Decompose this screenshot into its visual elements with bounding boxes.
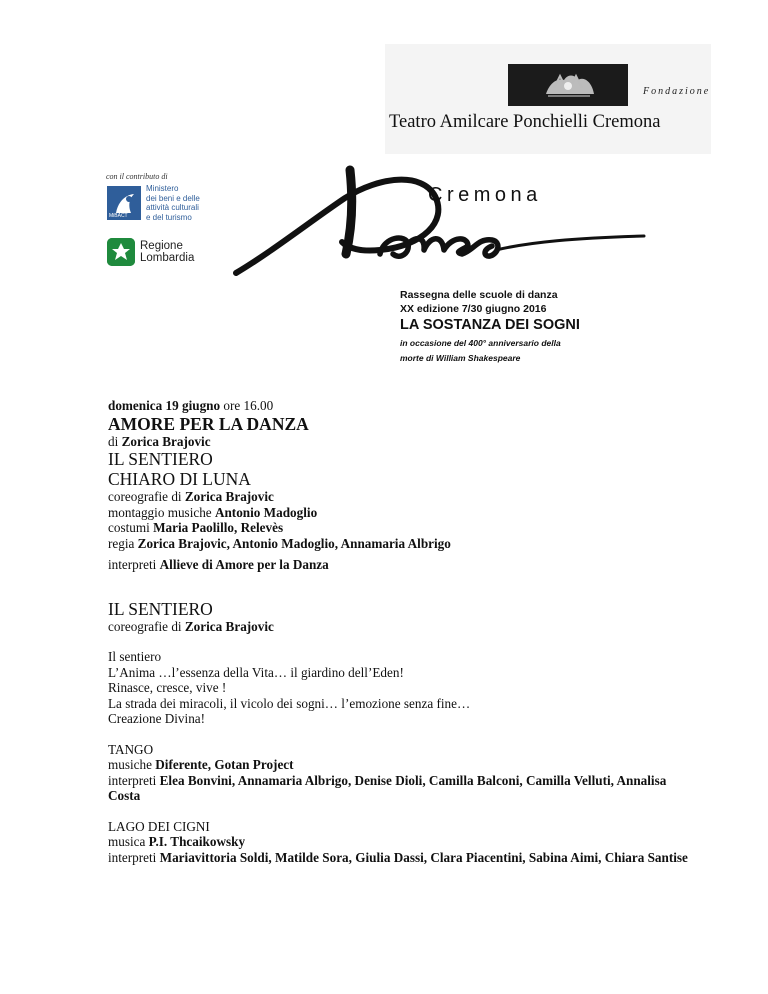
credit-line bbox=[108, 536, 688, 552]
regione-line: Lombardia bbox=[140, 252, 195, 264]
theme-title: LA SOSTANZA DEI SOGNI bbox=[400, 317, 580, 333]
credit-label: costumi bbox=[108, 520, 154, 535]
teatro-name: Teatro Amilcare Ponchielli Cremona bbox=[389, 112, 661, 132]
credit-label: montaggio musiche bbox=[108, 504, 215, 520]
regione-line: Regione bbox=[140, 240, 183, 252]
credit-line bbox=[108, 505, 688, 521]
lago-title: LAGO DEI CIGNI bbox=[108, 818, 210, 834]
occasione-line: morte di William Shakespeare bbox=[400, 353, 521, 363]
ministero-line: Ministero bbox=[146, 184, 179, 193]
occasione-text bbox=[400, 336, 650, 366]
credit-line bbox=[108, 489, 688, 505]
tango-interpreti bbox=[108, 773, 688, 804]
musiche-value: Diferente, Gotan Project bbox=[155, 757, 294, 772]
ministero-line: attività culturali bbox=[146, 203, 199, 213]
company-title: AMORE PER LA DANZA bbox=[108, 413, 309, 434]
interpreti-value: Mariavittoria Soldi, Matilde Sora, Giulia Dassi, Clara Piacentini, Sabina Aimi, Chiara Santise bbox=[159, 849, 688, 865]
ministero-text bbox=[146, 184, 200, 222]
interpreti-label: interpreti bbox=[108, 772, 160, 788]
interpreti-value: Elea Bonvini, Annamaria Albrigo, Denise Dioli, Camilla Balconi, Camilla Velluti, Annalisa Costa bbox=[108, 772, 667, 803]
poem-line: Rinasce, cresce, vive ! bbox=[108, 680, 227, 695]
regione-text bbox=[140, 240, 194, 264]
poem-line: L’Anima …l’essenza della Vita… il giardino dell’Eden! bbox=[108, 664, 404, 680]
edizione-line: XX edizione 7/30 giugno 2016 bbox=[400, 303, 547, 315]
teatro-crest-logo bbox=[508, 64, 628, 106]
tango-title: TANGO bbox=[108, 741, 154, 757]
author-name: Zorica Brajovic bbox=[121, 433, 211, 449]
regione-lombardia-logo bbox=[107, 238, 135, 266]
credit-value: Maria Paolillo, Relevès bbox=[153, 520, 284, 535]
piece-title: IL SENTIERO bbox=[108, 449, 213, 469]
mibact-logo bbox=[107, 186, 141, 220]
occasione-line: in occasione del 400° anniversario della bbox=[400, 338, 561, 348]
event-time: ore 16.00 bbox=[220, 398, 274, 413]
cremona-word: Cremona bbox=[428, 184, 542, 206]
interpreti-line bbox=[108, 557, 688, 573]
event-date bbox=[108, 398, 688, 414]
credit-label: coreografie di bbox=[108, 489, 185, 504]
credit-value: Antonio Madoglio bbox=[214, 504, 318, 520]
credit-line bbox=[108, 520, 688, 536]
coreo-label: coreografie di bbox=[108, 618, 185, 634]
poem-line: Il sentiero bbox=[108, 649, 162, 664]
ministero-line: e del turismo bbox=[146, 212, 192, 222]
poem-line: La strada dei miracoli, il vicolo dei sogni… l’emozione senza fine… bbox=[108, 695, 471, 711]
contributo-label: con il contributo di bbox=[106, 172, 168, 181]
rassegna-line: Rassegna delle scuole di danza bbox=[400, 289, 558, 301]
sentiero-title: IL SENTIERO bbox=[108, 598, 213, 619]
di-label: di bbox=[108, 433, 122, 449]
coreo-value: Zorica Brajovic bbox=[184, 618, 274, 634]
piece-title: CHIARO DI LUNA bbox=[108, 469, 251, 489]
interpreti-label: interpreti bbox=[108, 849, 160, 865]
company-author bbox=[108, 434, 688, 450]
lago-interpreti bbox=[108, 850, 688, 866]
event-day: domenica 19 giugno bbox=[108, 398, 221, 413]
poem-line: Creazione Divina! bbox=[108, 711, 206, 726]
fondazione-label: Fondazione bbox=[643, 86, 711, 97]
musica-value: P.I. Thcaikowsky bbox=[148, 834, 246, 849]
musiche-label: musiche bbox=[108, 757, 156, 772]
credit-value: Zorica Brajovic, Antonio Madoglio, Annamaria Albrigo bbox=[137, 535, 451, 551]
tango-musiche bbox=[108, 757, 688, 773]
credit-value: Zorica Brajovic bbox=[184, 489, 274, 504]
credit-label: regia bbox=[108, 535, 138, 551]
interpreti-value: Allieve di Amore per la Danza bbox=[159, 557, 329, 572]
rassegna-block bbox=[400, 288, 558, 316]
musica-label: musica bbox=[108, 834, 149, 849]
program-body bbox=[108, 398, 688, 865]
lago-musica bbox=[108, 834, 688, 850]
mibact-logo-text: MiBACT bbox=[109, 213, 128, 219]
interpreti-label: interpreti bbox=[108, 557, 160, 572]
danza-calligraphy-logo bbox=[230, 158, 650, 288]
ministero-line: dei beni e delle bbox=[146, 193, 200, 203]
sentiero-coreo bbox=[108, 619, 688, 635]
